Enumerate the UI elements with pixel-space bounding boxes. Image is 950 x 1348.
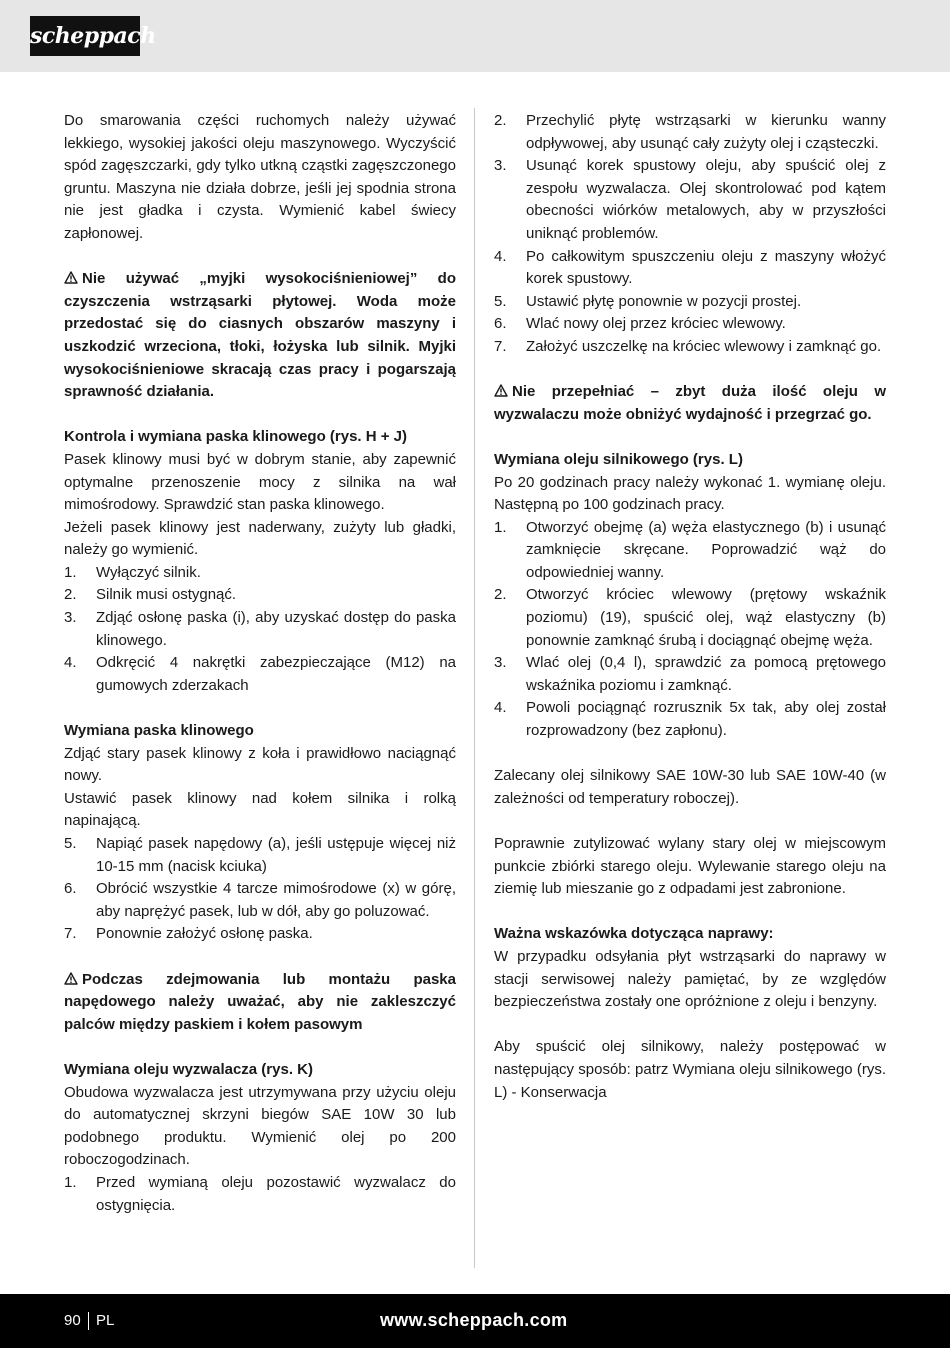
warning-triangle-icon bbox=[64, 271, 78, 284]
footer-separator bbox=[88, 1312, 89, 1330]
left-column bbox=[64, 110, 456, 1217]
brand-logo: scheppach bbox=[30, 16, 140, 56]
list-item: 4. Odkręcić 4 nakrętki zabezpieczające (M12) na gumowych zderzakach bbox=[64, 654, 456, 694]
belt-replace-steps bbox=[64, 833, 456, 946]
list-item: 5. Napiąć pasek napędowy (a), jeśli ustępuje więcej niż 10-15 mm (nacisk kciuka) bbox=[64, 835, 456, 875]
exciter-oil-paragraph: Obudowa wyzwalacza jest utrzymywana przy użyciu oleju do automatycznej skrzyni biegów SAE 10W 30 lub podobnego produktu. Wymienić olej po 200 roboczogodzinach. bbox=[64, 1083, 456, 1169]
section-title-belt-replace: Wymiana paska klinowego bbox=[64, 722, 254, 740]
disposal-paragraph: Poprawnie zutylizować wylany stary olej w miejscowym punkcie zbiórki starego oleju. Wylewanie starego oleju na ziemię lub mieszanie go z odpadami jest zabronione. bbox=[494, 835, 886, 898]
list-item: 2. Otworzyć króciec wlewowy (prętowy wskaźnik poziomu) (19), spuścić olej, wąż elastyczny (b) ponownie zamknąć śrubą i dociągnąć obejmę węża. bbox=[494, 586, 886, 649]
engine-oil-steps bbox=[494, 517, 886, 743]
warning-triangle-icon bbox=[64, 972, 78, 985]
section-title-exciter-oil: Wymiana oleju wyzwalacza (rys. K) bbox=[64, 1060, 313, 1078]
pressure-washer-warning bbox=[64, 268, 456, 404]
page-number: 90 bbox=[64, 1312, 81, 1329]
website-link[interactable]: www.scheppach.com bbox=[380, 1310, 568, 1330]
exciter-oil-steps bbox=[64, 1172, 456, 1217]
belt-replace-paragraph: Zdjąć stary pasek klinowy z koła i prawidłowo naciągnąć nowy. bbox=[64, 744, 456, 785]
list-item: 7. Ponownie założyć osłonę paska. bbox=[64, 925, 313, 943]
list-item: 2. Silnik musi ostygnąć. bbox=[64, 586, 237, 604]
warning-text: Nie przepełniać – zbyt duża ilość oleju w wyzwalaczu może obniżyć wydajność i przegrzać go. bbox=[494, 383, 886, 423]
section-title-belt-check: Kontrola i wymiana paska klinowego (rys. H + J) bbox=[64, 428, 408, 446]
header-band bbox=[0, 0, 950, 72]
list-item: 6. Obrócić wszystkie 4 tarcze mimośrodowe (x) w górę, aby naprężyć pasek, lub w dół, aby go poluzować. bbox=[64, 880, 456, 920]
section-title-engine-oil: Wymiana oleju silnikowego (rys. L) bbox=[494, 450, 743, 468]
drain-paragraph: Aby spuścić olej silnikowy, należy postępować w następujący sposób: patrz Wymiana oleju silnikowego (rys. L) - Konserwacja bbox=[494, 1038, 886, 1101]
list-item: 7. Założyć uszczelkę na króciec wlewowy i zamknąć go. bbox=[494, 337, 882, 355]
list-item: 3. Wlać olej (0,4 l), sprawdzić za pomocą prętowego wskaźnika poziomu i zamknąć. bbox=[494, 654, 886, 694]
column-divider bbox=[474, 108, 475, 1268]
engine-oil-paragraph: Po 20 godzinach pracy należy wykonać 1. wymianę oleju. Następną po 100 godzinach pracy. bbox=[494, 473, 886, 514]
list-item: 6. Wlać nowy olej przez króciec wlewowy. bbox=[494, 315, 786, 333]
list-item: 2. Przechylić płytę wstrząsarki w kierunku wanny odpływowej, aby usunąć cały zużyty olej i cząsteczki. bbox=[494, 112, 886, 152]
list-item: 1. Otworzyć obejmę (a) węża elastycznego (b) i usunąć zamknięcie skręcane. Poprowadzić wąż do odpowiedniej wanny. bbox=[494, 518, 886, 581]
repair-paragraph: W przypadku odsyłania płyt wstrząsarki do naprawy w stacji serwisowej należy pamiętać, by ze względów bezpieczeństwa zostały one opróżnione z oleju i benzyny. bbox=[494, 947, 886, 1011]
belt-pinch-warning bbox=[64, 969, 456, 1037]
exciter-oil-steps-continued bbox=[494, 110, 886, 359]
overfill-warning bbox=[494, 381, 886, 426]
section-title-repair: Ważna wskazówka dotycząca naprawy: bbox=[494, 925, 774, 943]
list-item: 3. Zdjąć osłonę paska (i), aby uzyskać dostęp do paska klinowego. bbox=[64, 609, 456, 649]
lubrication-intro: Do smarowania części ruchomych należy używać lekkiego, wysokiej jakości oleju maszynowego. Wyczyścić spód zagęszczarki, gdy tylko utkną cząstki zagęszczonego gruntu. Maszyna nie działa dobrze, jeśli jej spodnia strona nie jest gładka i czysta. Wymienić kabel świecy zapłonowej. bbox=[64, 112, 456, 242]
list-item: 5. Ustawić płytę ponownie w pozycji prostej. bbox=[494, 292, 802, 310]
warning-text: Podczas zdejmowania lub montażu paska napędowego należy uważać, aby nie zakleszczyć palców między paskiem i kołem pasowym bbox=[64, 970, 456, 1033]
belt-check-paragraph: Jeżeli pasek klinowy jest naderwany, zużyty lub gładki, należy go wymienić. bbox=[64, 518, 456, 559]
warning-triangle-icon bbox=[494, 384, 508, 397]
recommended-oil-paragraph: Zalecany olej silnikowy SAE 10W-30 lub SAE 10W-40 (w zależności od temperatury roboczej). bbox=[494, 767, 886, 807]
belt-check-steps bbox=[64, 562, 456, 698]
footer-band bbox=[0, 1294, 950, 1348]
right-column bbox=[494, 110, 886, 1104]
belt-replace-paragraph: Ustawić pasek klinowy nad kołem silnika i rolką napinającą. bbox=[64, 789, 456, 830]
list-item: 3. Usunąć korek spustowy oleju, aby spuścić olej z zespołu wyzwalacza. Olej skontrolować pod kątem obecności wiórków metalowych, aby w przyszłości uniknąć problemów. bbox=[494, 157, 886, 242]
belt-check-paragraph: Pasek klinowy musi być w dobrym stanie, aby zapewnić optymalne przenoszenie mocy z silnika na wał mimośrodowy. Sprawdzić stan paska klinowego. bbox=[64, 450, 456, 514]
list-item: 1. Przed wymianą oleju pozostawić wyzwalacz do ostygnięcia. bbox=[64, 1173, 456, 1214]
list-item: 4. Po całkowitym spuszczeniu oleju z maszyny włożyć korek spustowy. bbox=[494, 247, 886, 288]
list-item: 4. Powoli pociągnąć rozrusznik 5x tak, aby olej został rozprowadzony (bez zapłonu). bbox=[494, 699, 886, 740]
list-item: 1. Wyłączyć silnik. bbox=[64, 563, 201, 581]
warning-text: Nie używać „myjki wysokociśnieniowej” do czyszczenia wstrząsarki płytowej. Woda może przedostać się do ciasnych obszarów maszyny i uszkodzić wrzeciona, tłoki, łożyska lub silnik. Myjki wysokociśnieniowe skracają czas pracy i pogarszają sprawność działania. bbox=[64, 270, 456, 401]
language-code: PL bbox=[96, 1312, 115, 1329]
